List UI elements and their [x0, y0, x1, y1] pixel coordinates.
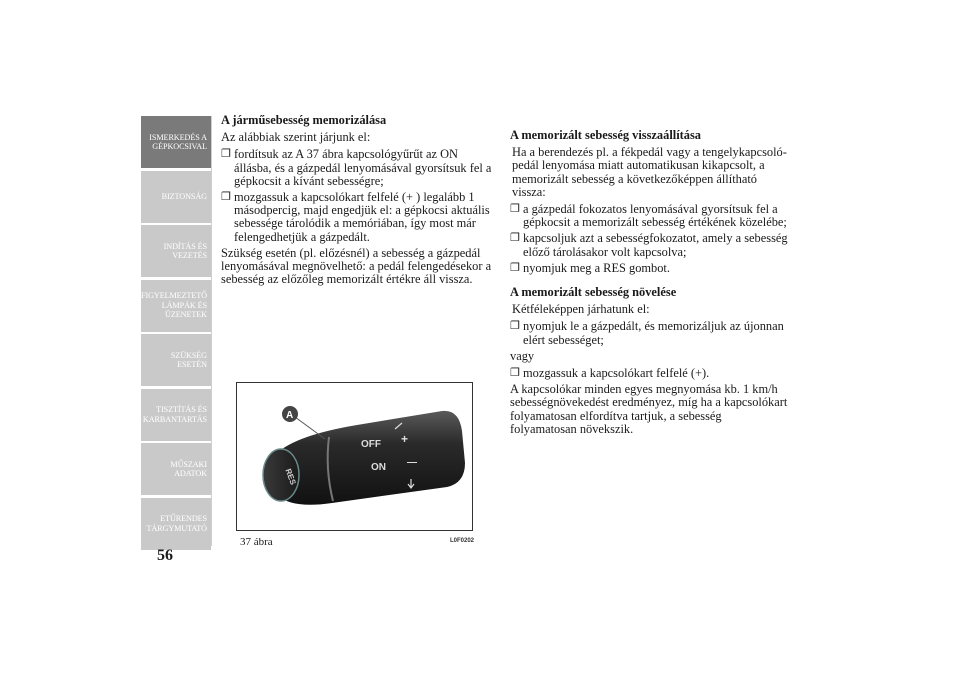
- tab-targymutato[interactable]: ETŰRENDES TÁRGYMUTATÓ: [141, 498, 211, 550]
- increase-option-list-b: [510, 367, 790, 380]
- tab-divider: [211, 116, 212, 546]
- checkbox-bullet-icon: ❐: [510, 261, 520, 274]
- tab-inditas[interactable]: INDÍTÁS ÉS VEZETÉS: [141, 225, 211, 277]
- checkbox-bullet-icon: ❐: [221, 148, 231, 161]
- res-label: RES: [283, 467, 298, 487]
- restore-intro: Ha a berendezés pl. a fékpedál vagy a tengelykapcsoló-pedál lenyomása miatt automatikusan kikapcsolt, a memorizált sebesség a következőképpen állítható vissza:: [512, 145, 787, 199]
- checkbox-bullet-icon: ❐: [510, 320, 520, 333]
- list-item: ❐ mozgassuk a kapcsolókart felfelé (+ ) legalább 1 másodpercig, majd engedjük el: a gépkocsi aktuális sebessége tárolódik a memóriában, így most már felengedhetjük a gázpedált.: [221, 190, 490, 244]
- checkbox-bullet-icon: ❐: [510, 367, 520, 380]
- list-item: ❐ a gázpedál fokozatos lenyomásával gyorsítsuk fel a gépkocsit a memorizált sebesség értékének közelébe;: [510, 202, 787, 230]
- tab-biztonsag[interactable]: BIZTONSÁG: [141, 171, 211, 223]
- figure-code: L0F0202: [450, 538, 475, 544]
- increase-option-list-a: [510, 320, 790, 346]
- step-list: [221, 148, 493, 243]
- increase-intro: Kétféleképpen járhatunk el:: [512, 302, 650, 317]
- tab-ismerkedes[interactable]: ISMERKEDÉS A GÉPKOCSIVAL: [141, 116, 211, 168]
- list-item: ❐ nyomjuk le a gázpedált, és memorizáljuk az újonnan elért sebességet;: [510, 319, 784, 347]
- list-item: ❐ kapcsoljuk azt a sebességfokozatot, amely a sebesség előző tárolásakor volt kapcsolva;: [510, 231, 788, 259]
- section-heading-memorize: A járműsebesség memorizálása: [221, 113, 387, 127]
- intro-text: Az alábbiak szerint járjunk el:: [221, 130, 371, 145]
- on-label: ON: [371, 462, 386, 473]
- chapter-tabs: [141, 116, 211, 552]
- note-text: Szükség esetén (pl. előzésnél) a sebesség a gázpedál lenyomásával megnövelhető: a pedál felengedésekor a sebesség az előzőleg memorizált értékre áll vissza.: [221, 245, 492, 287]
- figure-37: [236, 382, 473, 531]
- list-item: ❐ fordítsuk az A 37 ábra kapcsológyűrűt az ON állásba, és a gázpedál lenyomásával gyorsítsuk fel a gépkocsit a kívánt sebességre;: [221, 147, 492, 188]
- callout-label: A: [286, 410, 294, 421]
- checkbox-bullet-icon: ❐: [221, 191, 231, 204]
- tab-tisztitas[interactable]: TISZTÍTÁS ÉS KARBANTARTÁS: [141, 389, 211, 441]
- list-item: ❐ nyomjuk meg a RES gombot.: [510, 260, 670, 275]
- list-item: ❐ mozgassuk a kapcsolókart felfelé (+).: [510, 366, 710, 381]
- off-label: OFF: [361, 439, 381, 450]
- cruise-control-lever-illustration: [237, 383, 472, 530]
- section-heading-increase: A memorizált sebesség növelése: [510, 285, 677, 300]
- restore-step-list: [510, 203, 790, 275]
- checkbox-bullet-icon: ❐: [510, 232, 520, 245]
- left-column: [221, 114, 493, 290]
- page-number: 56: [157, 547, 173, 564]
- figure-caption: 37 ábra: [240, 536, 273, 548]
- minus-label: —: [407, 457, 417, 468]
- tab-szukseg[interactable]: SZÜKSÉG ESETÉN: [141, 334, 211, 386]
- right-column: [510, 129, 790, 440]
- section-heading-restore: A memorizált sebesség visszaállítása: [510, 128, 701, 142]
- checkbox-bullet-icon: ❐: [510, 203, 520, 216]
- plus-label: +: [401, 432, 409, 446]
- tab-figyelmezteto[interactable]: FIGYELMEZTETŐ LÁMPÁK ÉS ÜZENETEK: [141, 280, 211, 332]
- increase-note: A kapcsolókar minden egyes megnyomása kb. 1 km/h sebességnövekedést eredményez, míg ha a kapcsolókart folyamatosan elfordítva tartjuk, a sebesség folyamatosan növekszik.: [510, 382, 788, 436]
- callout-line: [295, 417, 325, 439]
- or-text: vagy: [510, 348, 535, 363]
- tab-muszaki[interactable]: MŰSZAKI ADATOK: [141, 443, 211, 495]
